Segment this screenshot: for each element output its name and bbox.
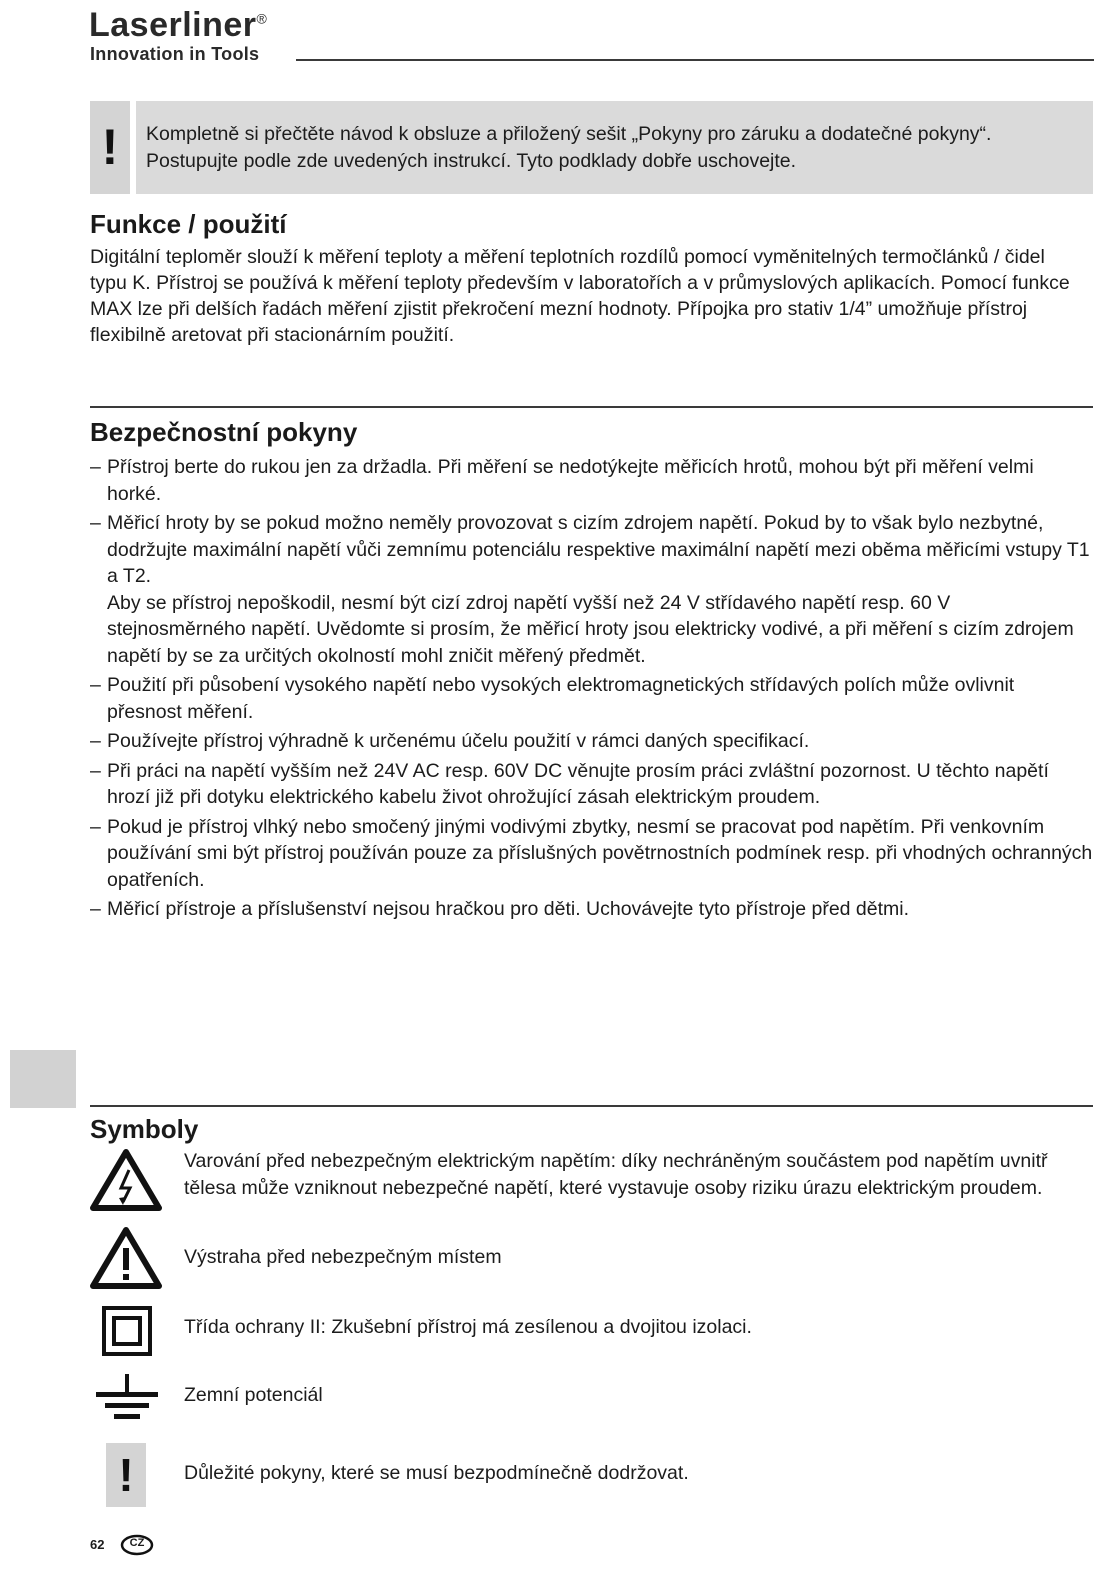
section-divider	[90, 406, 1093, 408]
notice-line: Kompletně si přečtěte návod k obsluze a přiložený sešit „Pokyny pro záruku a dodatečné pokyny“.	[146, 123, 992, 145]
section-divider	[90, 1105, 1093, 1107]
section-title: Bezpečnostní pokyny	[90, 417, 358, 447]
brand-tagline: Innovation in Tools	[90, 44, 260, 64]
list-item: – Použití při působení vysokého napětí nebo vysokých elektromagnetických střídavých polích může ovlivnit přesnost měření.	[90, 672, 1093, 725]
notice-text	[136, 101, 1093, 194]
section-title: Symboly	[90, 1114, 199, 1144]
symbol-description: Varování před nebezpečným elektrickým napětím: díky nechráněným součástem pod napětím uvnitř tělesa může vzniknout nebezpečné napětí, které vystavuje osoby riziku úrazu elektrickým proudem.	[184, 1150, 1048, 1199]
electric-hazard-icon	[90, 1148, 166, 1217]
symbol-row	[90, 1372, 1093, 1422]
protection-class-ii-icon	[90, 1304, 166, 1365]
list-item: Aby se přístroj nepoškodil, nesmí být cizí zdroj napětí vyšší než 24 V střídavého napětí resp. 60 V stejnosměrného napětí. Uvědomte si prosím, že měřicí hroty jsou elektricky vodivé, a při měření s cizím zdrojem napětí by se za určitých okolností mohl zničit měřený předmět.	[107, 591, 1074, 667]
safety-section	[90, 417, 1093, 926]
warning-triangle-icon	[90, 1226, 166, 1295]
language-badge	[120, 1534, 152, 1554]
list-item: – Při práci na napětí vyšším než 24V AC resp. 60V DC věnujte prosím práci zvláštní pozornost. U těchto napětí hrozí již při dotyku elektrického kabelu život ohrožující zásah elektrickým proudem.	[90, 758, 1093, 811]
symbol-description: Zemní potenciál	[184, 1384, 323, 1406]
list-item: – Pokud je přístroj vlhký nebo smočený jinými vodivými zbytky, nesmí se pracovat pod napětím. Při venkovním používání smi být přístroj používán pouze za příslušných povětrnostních podmínek resp. při vhodných ochranných opatřeních.	[90, 814, 1093, 894]
list-item: – Měřicí hroty by se pokud možno neměly provozovat s cizím zdrojem napětí. Pokud by to však bylo nezbytné, dodržujte maximální napětí vůči zemnímu potenciálu respektive maximální napětí mezi oběma měřicími vstupy T1 a T2.	[90, 510, 1093, 590]
symbol-description: Důležité pokyny, které se musí bezpodmínečně dodržovat.	[184, 1462, 689, 1484]
registered-mark: ®	[256, 10, 268, 27]
safety-list	[90, 454, 1093, 923]
symbol-description: Výstraha před nebezpečným místem	[184, 1246, 502, 1268]
page-number: 62	[90, 1537, 105, 1552]
language-code: CZ	[129, 1537, 145, 1549]
symbol-description: Třída ochrany II: Zkušební přístroj má zesílenou a dvojitou izolaci.	[184, 1316, 752, 1338]
section-title: Funkce / použití	[90, 209, 287, 239]
symbols-section	[90, 1114, 198, 1145]
notice-box	[90, 101, 1093, 194]
exclamation-icon: !	[106, 1443, 146, 1507]
symbol-row	[90, 1304, 1093, 1360]
function-paragraph: Digitální teploměr slouží k měření teploty a měření teplotních rozdílů pomocí vyměnitelných termočlánků / čidel typu K. Přístroj se používá k měření teploty především v laboratořích a v průmyslových aplikacích. Pomocí funkce MAX lze při delších řadách měření zjistit překročení mezní hodnoty. Přípojka pro stativ 1/4” umožňuje přístroj flexibilně aretovat při stacionárním použití.	[90, 246, 1070, 346]
list-item: – Používejte přístroj výhradně k určenému účelu použití v rámci daných specifikací.	[90, 728, 1093, 755]
header-divider	[296, 59, 1094, 61]
notice-line: Postupujte podle zde uvedených instrukcí. Tyto podklady dobře uschovejte.	[146, 150, 797, 172]
function-section	[90, 209, 1080, 348]
symbol-row	[90, 1443, 1093, 1507]
exclamation-icon: !	[90, 101, 130, 194]
symbol-row	[90, 1226, 1093, 1290]
brand-logo: Laserliner®	[89, 6, 268, 44]
list-item: – Měřicí přístroje a příslušenství nejsou hračkou pro děti. Uchovávejte tyto přístroje před dětmi.	[90, 896, 1093, 923]
symbol-row	[90, 1148, 1093, 1228]
earth-ground-icon	[90, 1372, 166, 1427]
list-item: – Přístroj berte do rukou jen za držadla. Při měření se nedotýkejte měřicích hrotů, mohou být při měření velmi horké.	[90, 454, 1093, 507]
side-tab-marker	[10, 1050, 76, 1108]
